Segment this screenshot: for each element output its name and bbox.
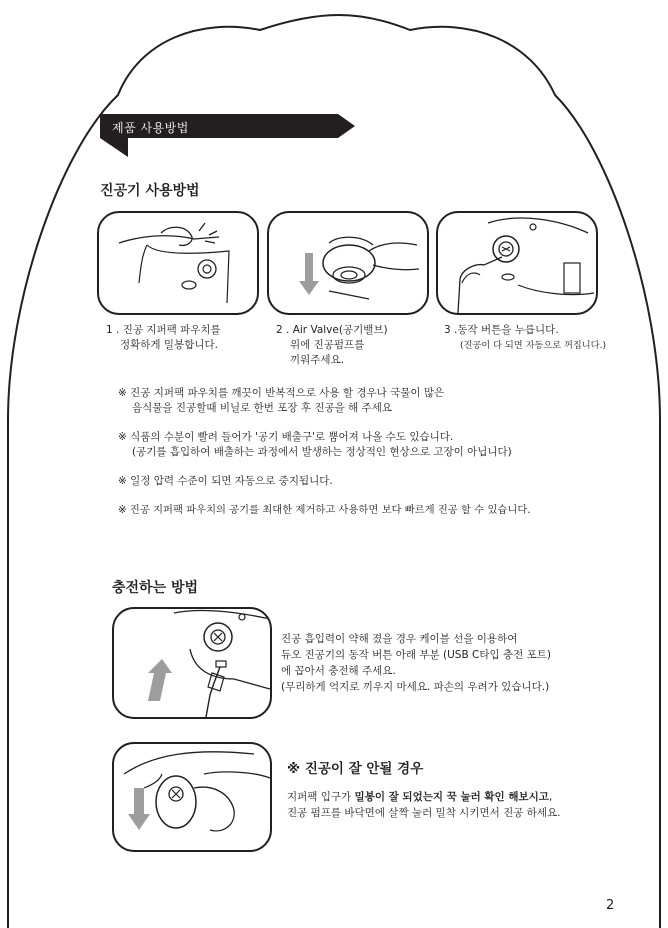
step2-caption-line1: 2 . Air Valve(공기밸브)	[276, 324, 388, 336]
charging-illustration	[112, 607, 272, 719]
trouble-line1	[287, 789, 647, 805]
trouble-line1-bold: 밀봉이 잘 되었는지 꾹 눌러 확인 해보시고	[354, 791, 549, 803]
note-1	[118, 386, 444, 416]
step3-illustration	[436, 211, 598, 315]
step3-caption	[444, 323, 606, 353]
trouble-line1-prefix: 지퍼팩 입구가	[287, 791, 355, 803]
charging-section-title: 충전하는 방법	[112, 580, 199, 596]
charging-line3: 에 꼽아서 충전해 주세요.	[281, 665, 396, 677]
step2-caption	[276, 323, 388, 368]
step1-caption-line1: 1 . 진공 지퍼팩 파우치를	[106, 324, 221, 336]
charging-line4: (무리하게 억지로 끼우지 마세요. 파손의 우려가 있습니다.)	[281, 681, 550, 693]
trouble-instructions	[287, 789, 647, 821]
step2-caption-line2: 위에 진공펌프를	[290, 339, 365, 351]
step2-caption-line3: 끼워주세요.	[290, 354, 345, 366]
note-2-line2: (공기를 흡입하여 배출하는 과정에서 발생하는 정상적인 현상으로 고장이 아닙니다)	[132, 446, 512, 458]
note-3-line1: ※ 일정 압력 수준이 되면 자동으로 중지됩니다.	[118, 475, 333, 487]
banner-label: 제품 사용방법	[112, 121, 189, 135]
trouble-illustration	[112, 742, 272, 852]
charging-instructions	[281, 631, 641, 695]
note-4	[118, 503, 531, 518]
charging-line2: 듀오 진공기의 동작 버튼 아래 부분 (USB C타입 충전 포트)	[281, 649, 551, 661]
step1-caption	[106, 323, 221, 353]
note-1-line1: ※ 진공 지퍼팩 파우치를 깨끗이 반복적으로 사용 할 경우나 국물이 많은	[118, 387, 445, 399]
trouble-line1-suffix: ,	[548, 791, 553, 803]
trouble-line2: 진공 펌프를 바닥면에 살짝 눌러 밀착 시키면서 진공 하세요.	[287, 807, 561, 819]
page-number: 2	[606, 898, 615, 913]
step1-caption-line2: 정확하게 밀봉합니다.	[120, 339, 218, 351]
note-2	[118, 430, 512, 460]
step2-illustration	[267, 211, 429, 315]
trouble-title: ※ 진공이 잘 안될 경우	[287, 761, 424, 777]
note-2-line1: ※ 식품의 수분이 빨려 들어가 '공기 배출구'로 뿜어져 나올 수도 있습니다.	[118, 431, 454, 443]
charging-line1: 진공 흡입력이 약해 졌을 경우 케이블 선을 이용하여	[281, 633, 518, 645]
note-1-line2: 음식물을 진공할때 비닐로 한번 포장 후 진공을 해 주세요	[132, 402, 392, 414]
note-4-line1: ※ 진공 지퍼팩 파우치의 공기를 최대한 제거하고 사용하면 보다 빠르게 진공 할 수 있습니다.	[118, 504, 531, 516]
note-3	[118, 474, 333, 489]
step3-caption-line2: (진공이 다 되면 자동으로 꺼집니다.)	[460, 340, 607, 351]
vacuum-section-title: 진공기 사용방법	[100, 183, 200, 199]
step3-caption-line1: 3 .동작 버튼을 누릅니다.	[444, 324, 559, 336]
step1-illustration	[97, 211, 259, 315]
